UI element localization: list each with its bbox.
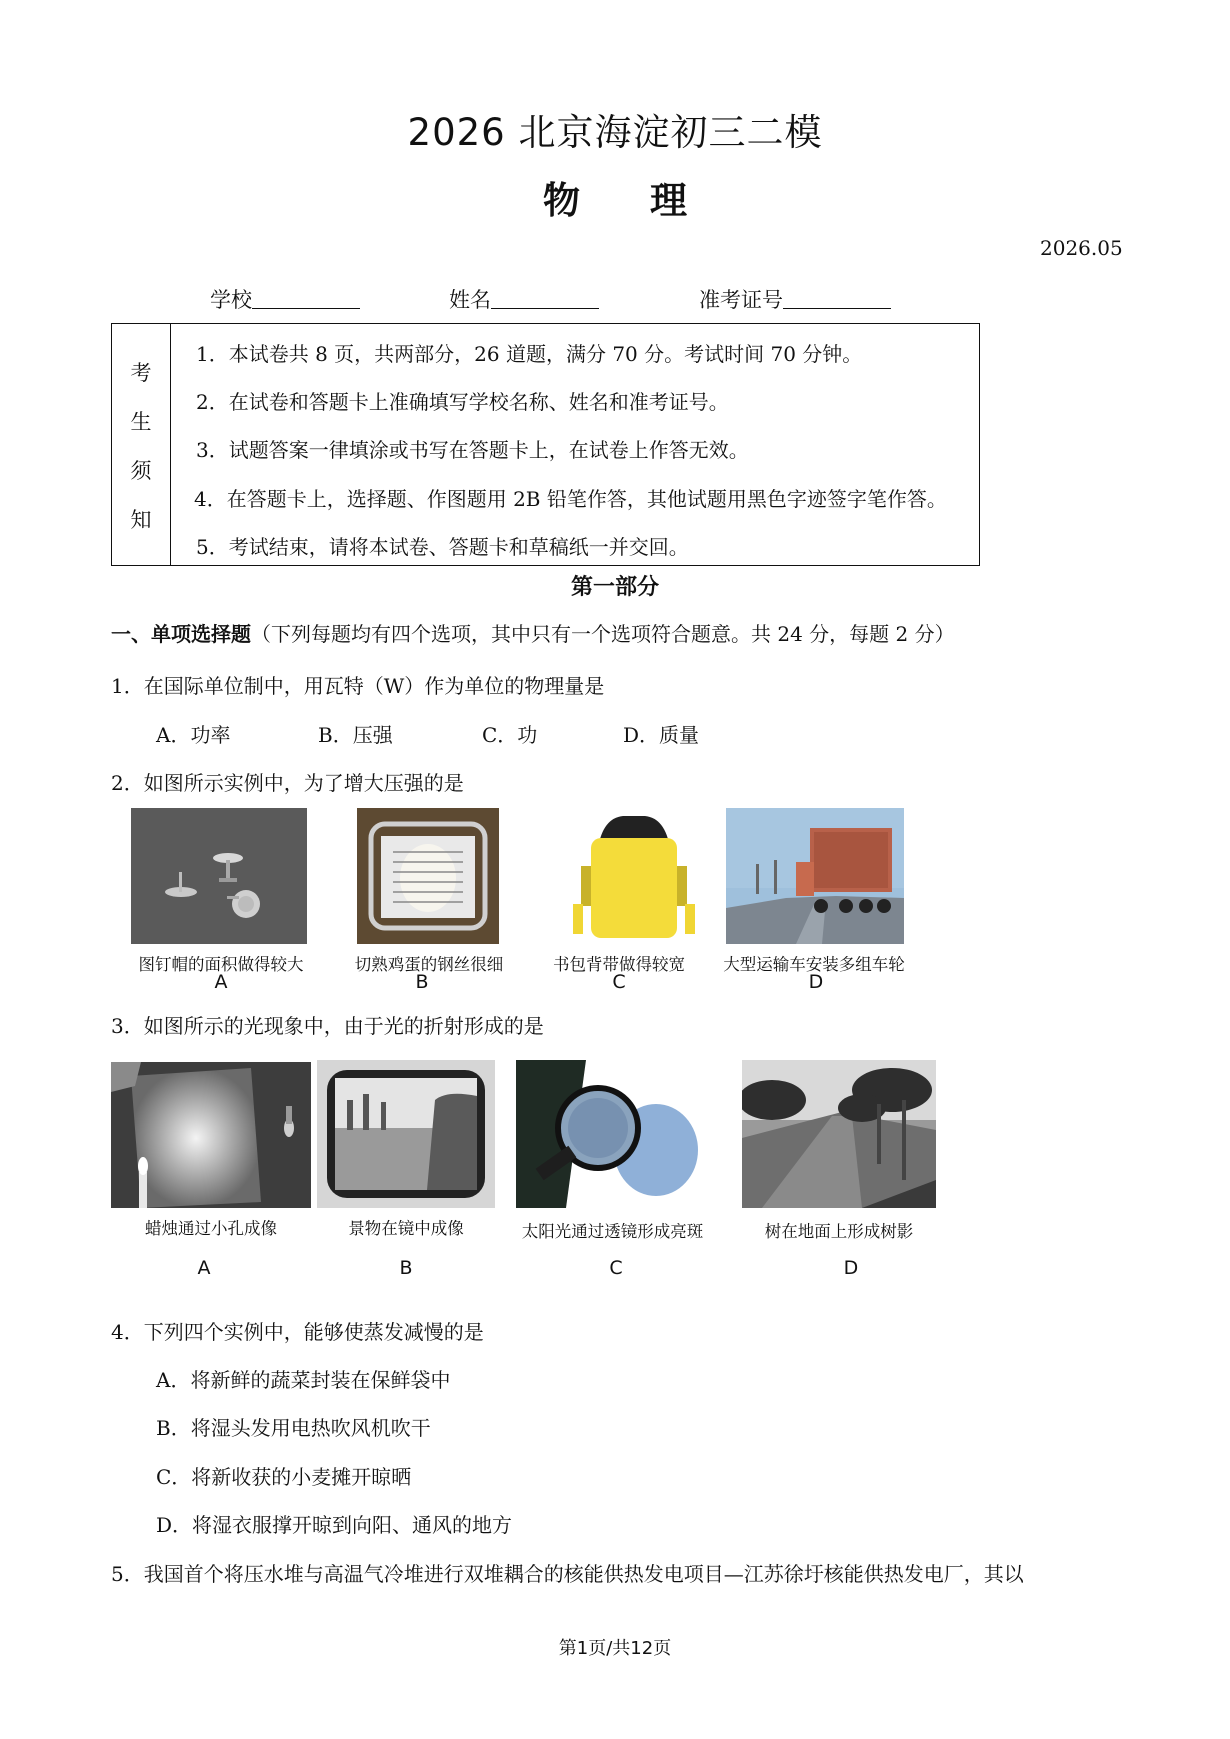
notice-side-char: 知 bbox=[130, 508, 152, 532]
subject-title: 物理 bbox=[543, 179, 757, 222]
question-2-stem: 2．如图所示实例中，为了增大压强的是 bbox=[111, 771, 464, 795]
q3-letter-d: D bbox=[843, 1257, 859, 1279]
part-title: 第一部分 bbox=[570, 575, 659, 600]
page-footer: 第1页/共12页 bbox=[558, 1638, 672, 1659]
magnifier-image bbox=[516, 1060, 709, 1208]
ticket-blank[interactable] bbox=[783, 288, 891, 309]
notice-side-char: 生 bbox=[130, 410, 152, 434]
question-1-stem: 1．在国际单位制中，用瓦特（W）作为单位的物理量是 bbox=[111, 674, 605, 698]
ticket-label: 准考证号 bbox=[699, 288, 783, 312]
candle-pinhole-image bbox=[111, 1062, 311, 1208]
name-label: 姓名 bbox=[449, 288, 491, 312]
name-field[interactable] bbox=[449, 284, 599, 314]
q3-letter-c: C bbox=[609, 1257, 623, 1279]
notice-rule: 3．试题答案一律填涂或书写在答题卡上，在试卷上作答无效。 bbox=[196, 438, 749, 462]
school-field[interactable] bbox=[210, 284, 360, 314]
egg-slicer-image bbox=[357, 808, 499, 944]
exam-notice-box bbox=[111, 323, 980, 566]
section-heading bbox=[111, 618, 955, 647]
q3-letter-b: B bbox=[399, 1257, 413, 1279]
notice-rule: 5．考试结束，请将本试卷、答题卡和草稿纸一并交回。 bbox=[196, 535, 689, 559]
mirror-image bbox=[317, 1060, 495, 1208]
name-blank[interactable] bbox=[491, 288, 599, 309]
q3-letter-a: A bbox=[197, 1257, 211, 1279]
q1-option-a: A．功率 bbox=[156, 723, 231, 747]
notice-side-label bbox=[112, 324, 171, 565]
q2-letter-a: A bbox=[214, 971, 228, 993]
thumbtack-image bbox=[131, 808, 307, 944]
q2-caption-c: 书包背带做得较宽 bbox=[553, 955, 685, 974]
exam-date: 2026.05 bbox=[1040, 236, 1123, 260]
question-3-stem: 3．如图所示的光现象中，由于光的折射形成的是 bbox=[111, 1014, 544, 1038]
q3-caption-c: 太阳光通过透镜形成亮斑 bbox=[521, 1222, 704, 1241]
q3-caption-a: 蜡烛通过小孔成像 bbox=[145, 1219, 277, 1238]
exam-title: 2026 北京海淀初三二模 bbox=[407, 111, 823, 154]
notice-rule: 2．在试卷和答题卡上准确填写学校名称、姓名和准考证号。 bbox=[196, 390, 729, 414]
q2-caption-a: 图钉帽的面积做得较大 bbox=[138, 955, 304, 974]
q4-option-d: D．将湿衣服撑开晾到向阳、通风的地方 bbox=[156, 1513, 513, 1537]
notice-rule: 1．本试卷共 8 页，共两部分，26 道题，满分 70 分。考试时间 70 分钟。 bbox=[196, 342, 863, 366]
section-heading-desc: （下列每题均有四个选项，其中只有一个选项符合题意。共 24 分，每题 2 分） bbox=[251, 622, 955, 646]
q4-option-a: A．将新鲜的蔬菜封装在保鲜袋中 bbox=[156, 1368, 451, 1392]
q2-caption-b: 切熟鸡蛋的钢丝很细 bbox=[354, 955, 504, 974]
school-label: 学校 bbox=[210, 288, 252, 312]
school-blank[interactable] bbox=[252, 288, 360, 309]
q1-option-c: C．功 bbox=[482, 723, 538, 747]
q1-option-b: B．压强 bbox=[318, 723, 393, 747]
backpack-image bbox=[553, 808, 715, 944]
tree-shadow-image bbox=[742, 1060, 936, 1208]
q1-option-d: D．质量 bbox=[623, 723, 700, 747]
notice-side-char: 须 bbox=[130, 459, 152, 483]
q3-caption-b: 景物在镜中成像 bbox=[348, 1219, 464, 1238]
notice-side-char: 考 bbox=[130, 361, 152, 385]
q3-caption-d: 树在地面上形成树影 bbox=[764, 1222, 914, 1241]
section-heading-title: 一、单项选择题 bbox=[111, 622, 251, 646]
q4-option-c: C．将新收获的小麦摊开晾晒 bbox=[156, 1465, 412, 1489]
q2-letter-d: D bbox=[808, 971, 824, 993]
q2-letter-b: B bbox=[415, 971, 429, 993]
q4-option-b: B．将湿头发用电热吹风机吹干 bbox=[156, 1416, 431, 1440]
ticket-field[interactable] bbox=[699, 284, 891, 314]
q2-letter-c: C bbox=[612, 971, 626, 993]
question-5-stem: 5．我国首个将压水堆与高温气冷堆进行双堆耦合的核能供热发电项目—江苏徐圩核能供热发电厂，其以 bbox=[111, 1562, 1024, 1586]
truck-image bbox=[726, 808, 904, 944]
notice-rule: 4．在答题卡上，选择题、作图题用 2B 铅笔作答，其他试题用黑色字迹签字笔作答。 bbox=[194, 487, 947, 511]
q2-caption-d: 大型运输车安装多组车轮 bbox=[723, 955, 905, 974]
question-4-stem: 4．下列四个实例中，能够使蒸发减慢的是 bbox=[111, 1320, 484, 1344]
